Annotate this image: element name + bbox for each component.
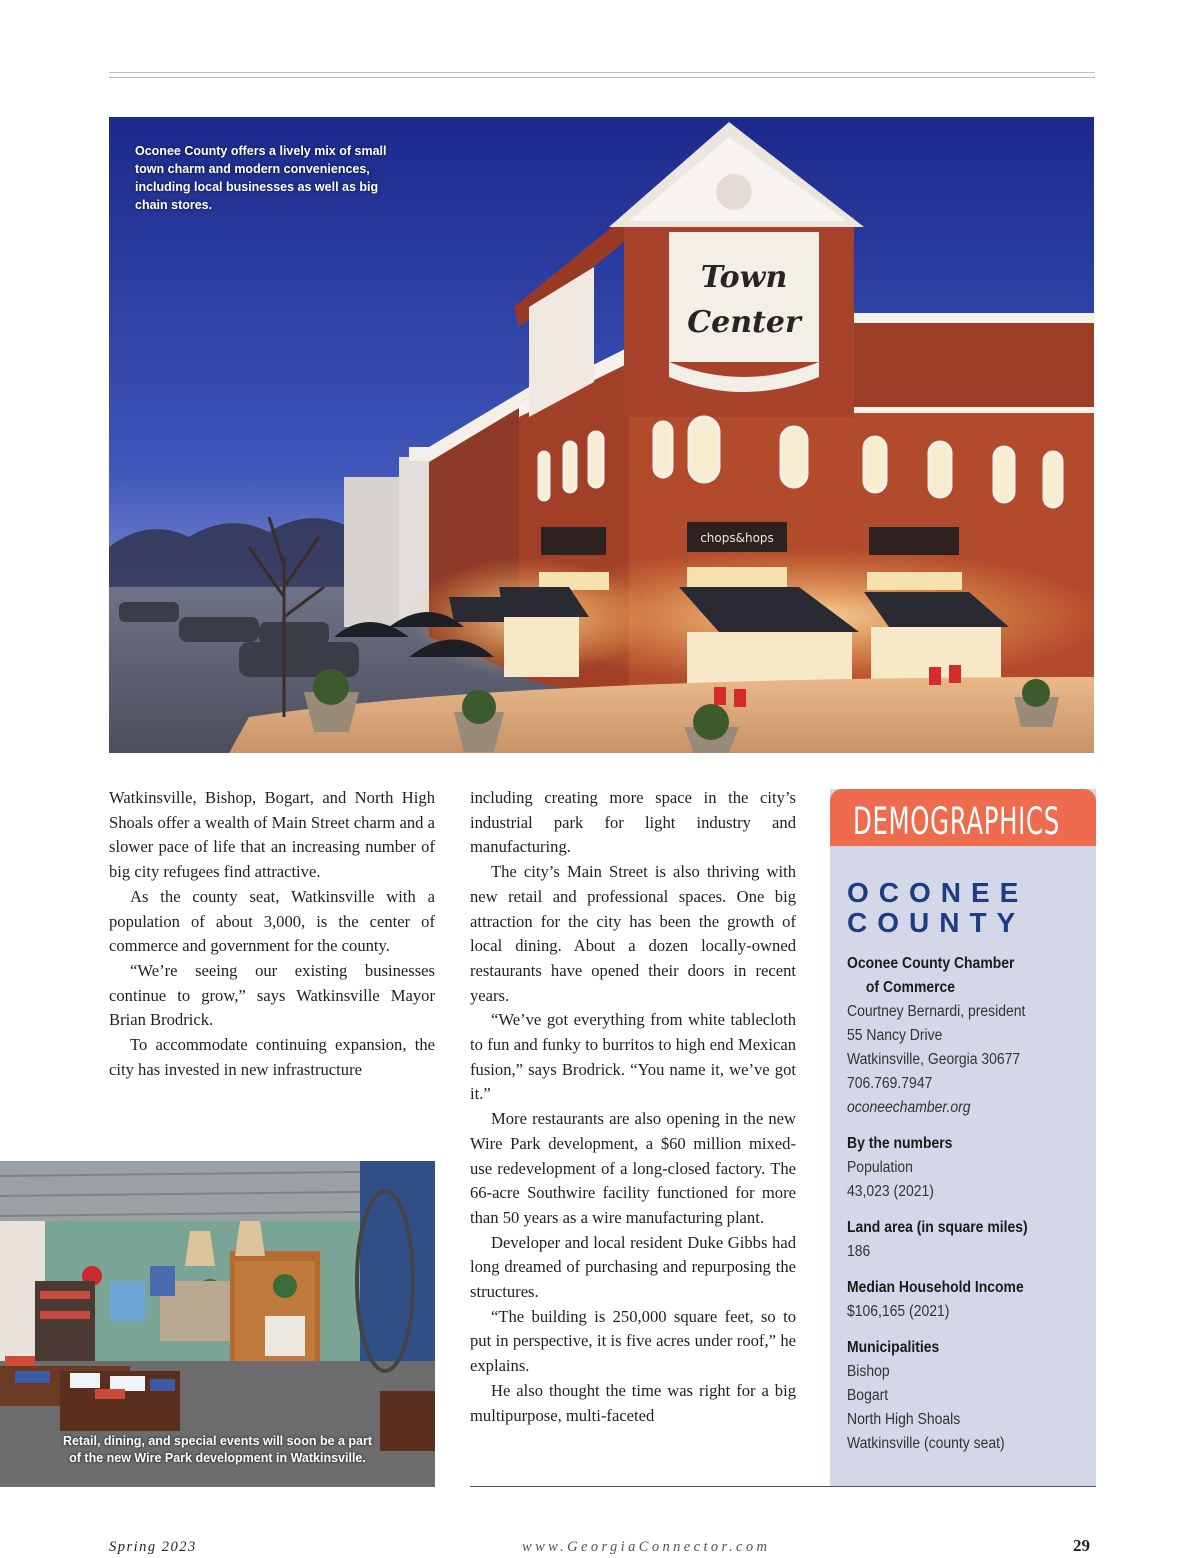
footer-season: Spring 2023	[109, 1539, 197, 1555]
shop-caption-line: of the new Wire Park development in Watkinsville.	[69, 1451, 366, 1465]
sign-town: Town	[700, 260, 788, 295]
footer-website-link[interactable]: www.GeorgiaConnector.com	[522, 1539, 771, 1555]
numbers-heading: By the numbers	[847, 1135, 953, 1152]
municipality-item: North High Shoals	[847, 1411, 961, 1428]
chamber-address: 55 Nancy Drive	[847, 1027, 943, 1044]
income-label: Median Household Income	[847, 1279, 1024, 1296]
article-column-2	[470, 786, 796, 1428]
paragraph: including creating more space in the city’s industrial park for light industry and manufacturing.	[470, 788, 796, 857]
article-column-1	[109, 786, 435, 1082]
demographics-header	[830, 789, 1096, 846]
paragraph: Watkinsville, Bishop, Bogart, and North High Shoals offer a wealth of Main Street charm and a slower pace of life that an increasing number of big city refugees find attractive.	[109, 788, 435, 882]
municipality-item: Bishop	[847, 1363, 890, 1380]
chamber-city: Watkinsville, Georgia 30677	[847, 1051, 1021, 1068]
paragraph: He also thought the time was right for a big multipurpose, multi-faceted	[470, 1380, 796, 1425]
paragraph: To accommodate continuing expansion, the city has invested in new infrastructure	[109, 1035, 435, 1079]
sign-center: Center	[687, 305, 801, 340]
county-name: OCONEE COUNTY	[847, 877, 1029, 938]
paragraph: “We’re seeing our existing businesses continue to grow,” says Watkinsville Mayor Brian Brodrick.	[109, 960, 435, 1030]
top-rule-secondary	[109, 77, 1095, 78]
paragraph: As the county seat, Watkinsville with a population of about 3,000, is the center of commerce and government for the county.	[109, 886, 435, 956]
paragraph: More restaurants are also opening in the new Wire Park development, a $60 million mixed-use redevelopment of a long-closed factory. The 66-acre Southwire facility functioned for more than 50 years as a wire manufacturing plant.	[470, 1109, 796, 1227]
chamber-website-link[interactable]: oconeechamber.org	[847, 1099, 971, 1116]
income-value: $106,165 (2021)	[847, 1303, 950, 1320]
demographics-details	[847, 952, 1092, 1456]
population-value: 43,023 (2021)	[847, 1183, 934, 1200]
bottom-rule	[470, 1486, 1096, 1487]
paragraph: “The building is 250,000 square feet, so to put in perspective, it is five acres under roof,” he explains.	[470, 1306, 796, 1376]
retail-shop-photo	[0, 1161, 435, 1487]
shop-caption	[0, 1433, 435, 1467]
population-label: Population	[847, 1159, 913, 1176]
chamber-phone: 706.769.7947	[847, 1075, 933, 1092]
page-number: 29	[1073, 1536, 1090, 1555]
municipalities-label: Municipalities	[847, 1339, 940, 1356]
paragraph: “We’ve got everything from white tablecloth to fun and funky to burritos to high end Mexican fusion,” says Brodrick. “You name it, we’ve got it.”	[470, 1010, 796, 1104]
demographics-sidebar	[830, 789, 1096, 1487]
land-area-label: Land area (in square miles)	[847, 1219, 1028, 1236]
town-center-photo	[109, 117, 1094, 753]
chamber-president: Courtney Bernardi, president	[847, 1003, 1026, 1020]
land-area-value: 186	[847, 1243, 871, 1260]
municipality-item: Watkinsville (county seat)	[847, 1435, 1005, 1452]
demographics-heading: DEMOGRAPHICS	[853, 800, 1060, 843]
chamber-name: Oconee County Chamber	[847, 955, 1015, 972]
chamber-name-cont: of Commerce	[865, 979, 956, 996]
municipality-item: Bogart	[847, 1387, 889, 1404]
shop-caption-line: Retail, dining, and special events will soon be a part	[62, 1434, 373, 1448]
paragraph: Developer and local resident Duke Gibbs had long dreamed of purchasing and repurposing the structures.	[470, 1232, 796, 1302]
shop-sign: chops&hops	[700, 531, 774, 545]
top-rule	[109, 72, 1095, 73]
paragraph: The city’s Main Street is also thriving with new retail and professional spaces. One big attraction for the city has been the growth of local dining. About a dozen locally-owned restaurants have opened their doors in recent years.	[470, 862, 796, 1005]
hero-caption: Oconee County offers a lively mix of small town charm and modern conveniences, including local businesses as well as big chain stores.	[135, 144, 387, 212]
